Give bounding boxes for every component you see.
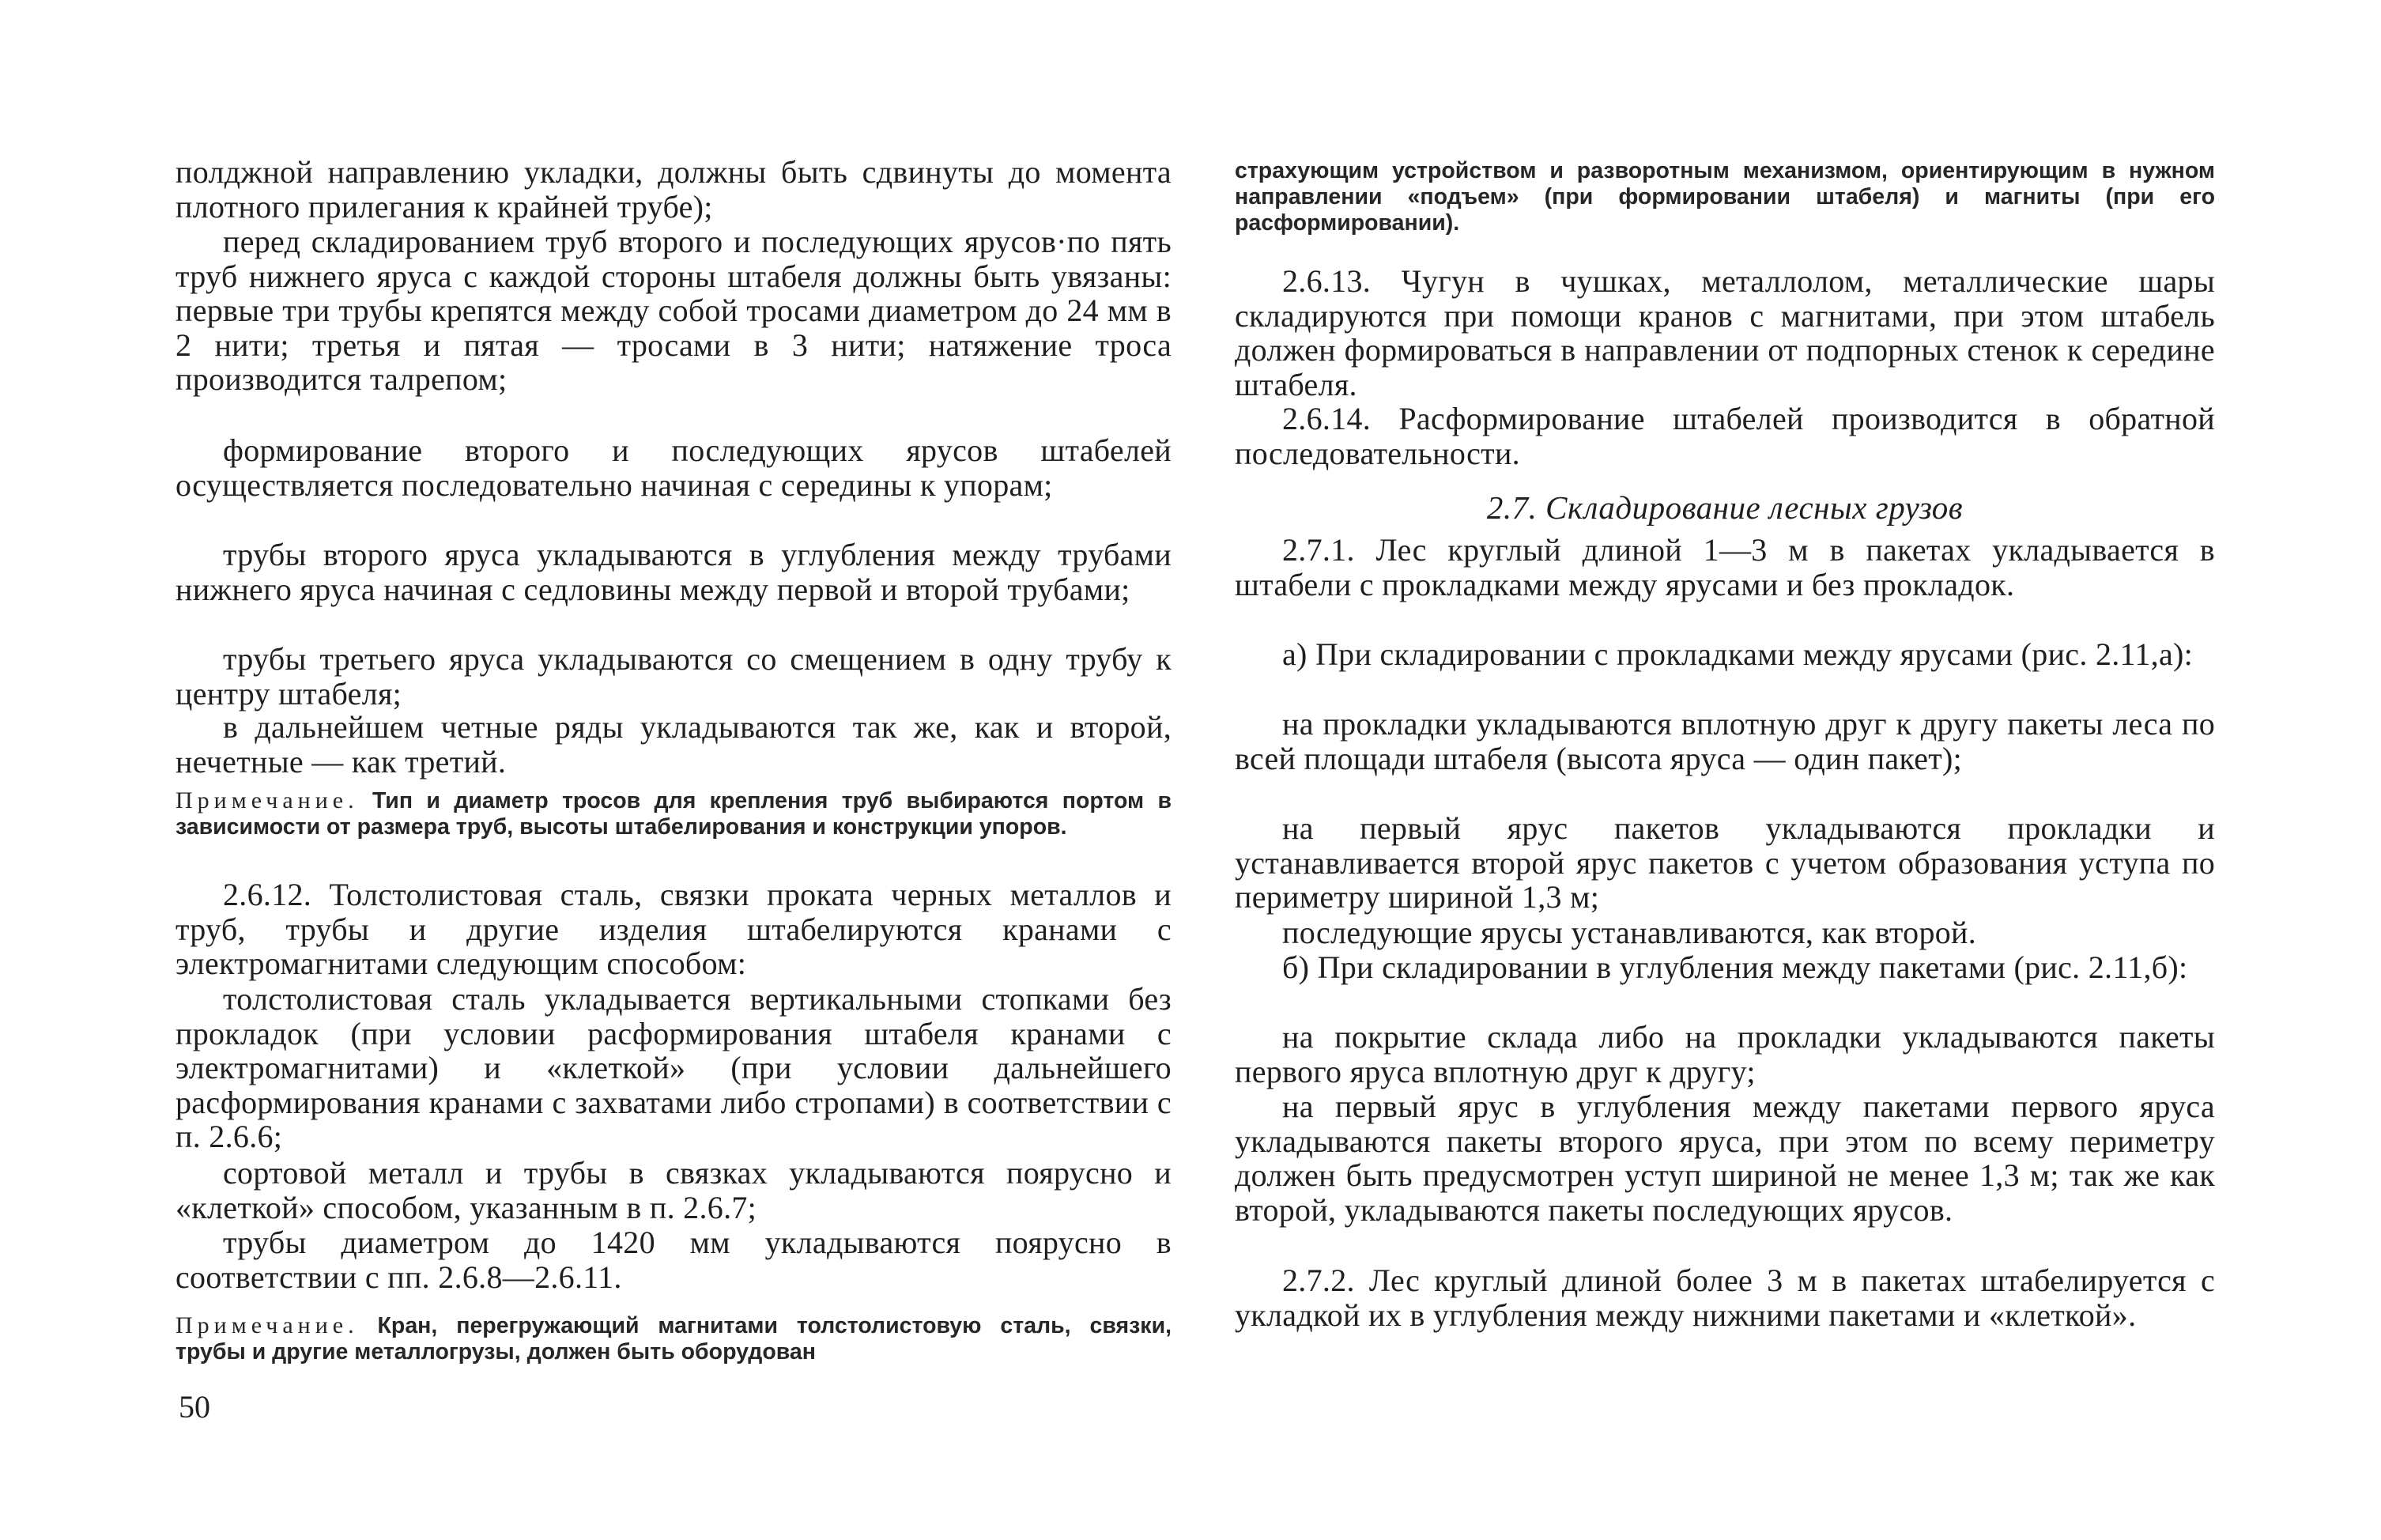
- left-paragraph-6: в дальнейшем четные ряды укладываются так же, как и второй, нечетные — как третий.: [175, 709, 1172, 779]
- right-paragraph-11: 2.7.2. Лес круглый длиной более 3 м в пакетах штабелируется с укладкой их в углубления между нижними пакетами и «клеткой».: [1235, 1263, 2215, 1333]
- left-note-2: [175, 1312, 1172, 1365]
- left-paragraph-8: толстолистовая сталь укладывается вертикальными стопками без прокладок (при условии расформирования штабеля кранами с электромагнитами) и «клеткой» (при условии дальнейшего расформирования кранами с захватами либо стропами) в соответствии с п. 2.6.6;: [175, 981, 1172, 1154]
- note-1-text: Тип и диаметр тросов для крепления труб выбираются портом в зависимости от размера труб, высоты штабелирования и конструкции упоров.: [175, 788, 1172, 840]
- section-heading: 2.7. Складирование лесных грузов: [1486, 489, 1964, 526]
- left-paragraph-4: трубы второго яруса укладываются в углубления между трубами нижнего яруса начиная с седловины между первой и второй трубами;: [175, 537, 1172, 607]
- right-paragraph-3: 2.7.1. Лес круглый длиной 1—3 м в пакетах укладывается в штабели с прокладками между ярусами и без прокладок.: [1235, 532, 2215, 602]
- note-1-label: Примечание.: [175, 787, 359, 813]
- note-2-label: Примечание.: [175, 1312, 359, 1338]
- right-paragraph-2: 2.6.14. Расформирование штабелей производится в обратной последовательности.: [1235, 401, 2215, 471]
- right-paragraph-5: на прокладки укладываются вплотную друг к другу пакеты леса по всей площади штабеля (высота яруса — один пакет);: [1235, 706, 2215, 776]
- right-paragraph-9: на покрытие склада либо на прокладки укладываются пакеты первого яруса вплотную друг к другу;: [1235, 1019, 2215, 1089]
- right-paragraph-8: б) При складировании в углубления между пакетами (рис. 2.11,б):: [1282, 949, 2188, 985]
- page-number: 50: [179, 1389, 210, 1425]
- right-paragraph-10: на первый ярус в углубления между пакетами первого яруса укладываются пакеты второго яруса, при этом по всему периметру должен быть предусмотрен уступ шириной не менее 1,3 м; так же как второй, укладываются пакеты последующих ярусов.: [1235, 1089, 2215, 1228]
- left-paragraph-3: формирование второго и последующих ярусов штабелей осуществляется последовательно начиная с середины к упорам;: [175, 432, 1172, 503]
- right-note-continuation: страхующим устройством и разворотным механизмом, ориентирующим в нужном направлении «подъем» (при формировании штабеля) и магниты (при его расформировании).: [1235, 158, 2215, 236]
- left-paragraph-1: полджной направлению укладки, должны быть сдвинуты до момента плотного прилегания к крайней трубе);: [175, 154, 1172, 225]
- left-paragraph-2: перед складированием труб второго и последующих ярусов·по пять труб нижнего яруса с каждой стороны штабеля должны быть увязаны: первые три трубы крепятся между собой тросами диаметром до 24 мм в 2 нити; третья и пятая — тросами в 3 нити; натяжение троса производится талрепом;: [175, 224, 1172, 397]
- left-paragraph-9: сортовой металл и трубы в связках укладываются поярусно и «клеткой» способом, указанным в п. 2.6.7;: [175, 1155, 1172, 1225]
- left-paragraph-10: трубы диаметром до 1420 мм укладываются поярусно в соответствии с пп. 2.6.8—2.6.11.: [175, 1225, 1172, 1295]
- right-paragraph-1: 2.6.13. Чугун в чушках, металлолом, металлические шары складируются при помощи кранов с магнитами, при этом штабель должен формироваться в направлении от подпорных стенок к середине штабеля.: [1235, 263, 2215, 402]
- right-paragraph-4: а) При складировании с прокладками между ярусами (рис. 2.11,а):: [1282, 636, 2194, 672]
- right-paragraph-6: на первый ярус пакетов укладываются прокладки и устанавливается второй ярус пакетов с учетом образования уступа по периметру шириной 1,3 м;: [1235, 810, 2215, 915]
- left-paragraph-5: трубы третьего яруса укладываются со смещением в одну трубу к центру штабеля;: [175, 641, 1172, 711]
- right-paragraph-7: последующие ярусы устанавливаются, как второй.: [1282, 915, 1977, 950]
- left-note-1: [175, 787, 1172, 840]
- note-2-text: Кран, перегружающий магнитами толстолистовую сталь, связки, трубы и другие металлогрузы, должен быть оборудован: [175, 1313, 1172, 1364]
- left-paragraph-7: 2.6.12. Толстолистовая сталь, связки проката черных металлов и труб, трубы и другие изделия штабелируются кранами с электромагнитами следующим способом:: [175, 877, 1172, 981]
